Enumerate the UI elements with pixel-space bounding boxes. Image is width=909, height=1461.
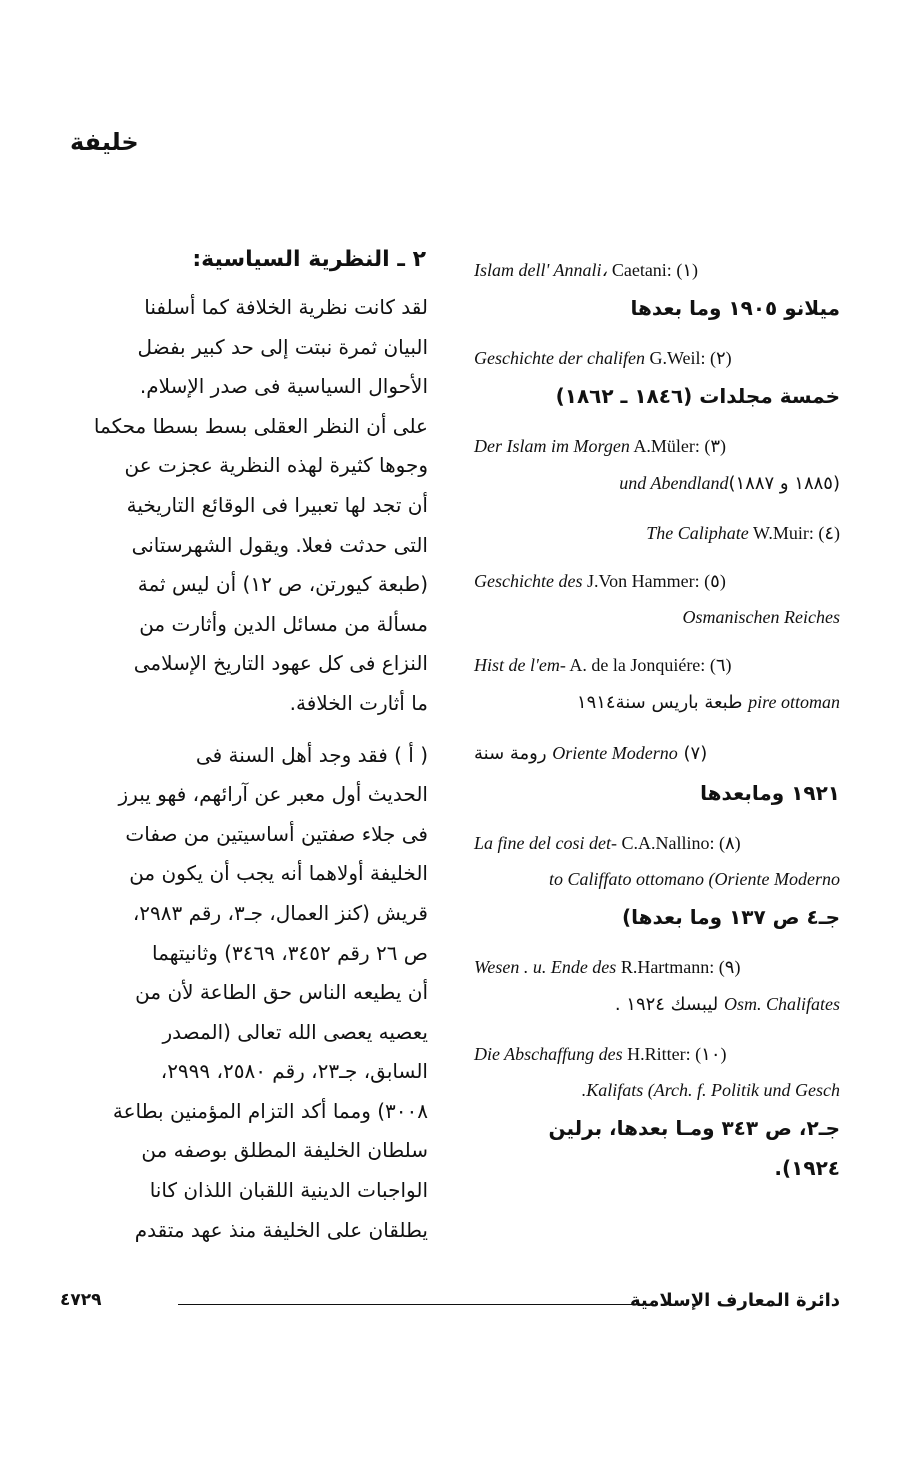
text-line: فى جلاء صفتين أساسيتين من صفات xyxy=(125,821,428,846)
publication-title: دائرة المعارف الإسلامية xyxy=(629,1290,840,1311)
footnote-arabic: رومة سنة xyxy=(474,743,547,764)
footnote-arabic: ليبسك ١٩٢٤ . xyxy=(614,994,719,1015)
footnote-arabic-end: ١٩٢٤). xyxy=(774,1156,840,1180)
footnote-author: J.Von Hammer: xyxy=(586,571,700,591)
footnote-number: (٨) xyxy=(718,833,741,853)
running-header: خليفة xyxy=(70,128,139,156)
footnote-number: (٤) xyxy=(818,523,840,543)
text-line: ( أ ) فقد وجد أهل السنة فى xyxy=(195,742,428,767)
footnote-author: H.Ritter: xyxy=(627,1044,691,1064)
footnote-10 xyxy=(474,1036,840,1188)
footnote-arabic: خمسة مجلدات (١٨٤٦ ـ ١٨٦٢) xyxy=(555,384,840,408)
footnote-arabic: ميلانو ١٩٠٥ وما بعدها xyxy=(630,296,840,320)
footnote-title-cont: Osm. Chalifates xyxy=(723,994,840,1014)
footnotes-column xyxy=(474,252,840,1200)
text-line: ٣٠٠٨) ومما أكد التزام المؤمنين بطاعة xyxy=(112,1098,428,1123)
footnote-title: Oriente Moderno xyxy=(552,743,678,763)
footnote-arabic: (١٨٨٥ و ١٨٨٧) xyxy=(728,473,840,494)
footnote-number: (١٠) xyxy=(695,1044,727,1064)
footnote-title: Die Abschaffung des xyxy=(474,1044,623,1064)
footnote-number: (٧) xyxy=(683,743,708,764)
footnote-4 xyxy=(474,515,840,551)
footnote-title: Islam dell' Annali، xyxy=(474,260,608,280)
footnote-title: La fine del cosi det- xyxy=(474,833,617,853)
text-line: مسألة من مسائل الدين وأثارت من xyxy=(139,611,428,636)
footnote-author: A.Müler: xyxy=(633,436,700,456)
footnote-1 xyxy=(474,252,840,328)
text-line: يطلقان على الخليفة منذ عهد متقدم xyxy=(134,1217,428,1242)
footnote-title: Der Islam im Morgen xyxy=(474,436,630,456)
text-line: ص ٢٦ رقم ٣٤٥٢، ٣٤٦٩) وثانيتهما xyxy=(151,940,428,965)
footnote-arabic: طبعة باريس سنة١٩١٤ xyxy=(576,692,743,713)
page-footer xyxy=(60,1290,840,1320)
text-line: السابق، جـ٢٣، رقم ٢٥٨٠، ٢٩٩٩، xyxy=(160,1059,428,1084)
footnote-author: R.Hartmann: xyxy=(620,957,715,977)
footnote-2 xyxy=(474,340,840,416)
text-line: لقد كانت نظرية الخلافة كما أسلفنا xyxy=(144,295,428,319)
footnote-title: Hist de l'em- xyxy=(474,655,566,675)
footnote-7 xyxy=(474,734,840,813)
footnote-author: C.A.Nallino: xyxy=(621,833,715,853)
footnote-number: (٣) xyxy=(704,436,726,456)
text-line: على أن النظر العقلى بسط بسطا محكما xyxy=(93,413,428,438)
footnote-5 xyxy=(474,563,840,635)
footnote-9 xyxy=(474,949,840,1024)
text-line: ما أثارت الخلافة. xyxy=(289,690,428,715)
footnote-author: Caetani: xyxy=(611,260,672,280)
footnote-title-cont: Osmanischen Reiches xyxy=(682,607,840,627)
footnote-number: (٥) xyxy=(704,571,726,591)
footnote-title-cont: to Califfato ottomano (Oriente Moderno xyxy=(549,869,840,889)
footer-rule xyxy=(178,1304,650,1305)
paragraph-1 xyxy=(60,288,428,724)
footnote-title-cont: und Abendland xyxy=(619,473,729,493)
page-number: ٤٧٢٩ xyxy=(60,1290,102,1310)
footnote-title: Wesen . u. Ende des xyxy=(474,957,617,977)
footnote-number: (٢) xyxy=(710,348,732,368)
text-line: (طبعة كيورتن، ص ١٢) أن ليس ثمة xyxy=(137,572,428,597)
footnote-title-cont: pire ottoman xyxy=(748,692,840,712)
text-line: التى حدثت فعلا. ويقول الشهرستانى xyxy=(131,532,428,557)
text-line: الخليفة أولاهما أنه يجب أن يكون من xyxy=(129,861,428,886)
footnote-number: (١) xyxy=(676,260,698,280)
text-line: الحديث أول معبر عن آرائهم، فهو يبرز xyxy=(118,782,428,807)
text-line: أن يطيعه الناس حق الطاعة لأن من xyxy=(135,980,428,1005)
footnote-arabic: جـ٤ ص ١٣٧ وما بعدها) xyxy=(621,905,840,929)
text-line: الأحوال السياسية فى صدر الإسلام. xyxy=(139,374,428,399)
article-column xyxy=(60,244,428,1250)
footnote-author: G.Weil: xyxy=(649,348,706,368)
text-line: الواجبات الدينية اللقبان اللذان كانا xyxy=(149,1178,428,1203)
text-line: وجوها كثيرة لهذه النظرية عجزت عن xyxy=(124,453,428,478)
footnote-8 xyxy=(474,825,840,937)
footnote-number: (٩) xyxy=(718,957,741,977)
paragraph-2 xyxy=(60,736,428,1251)
footnote-author: A. de la Jonquiére: xyxy=(569,655,706,675)
text-line: البيان ثمرة نبتت إلى حد كبير بفضل xyxy=(137,334,428,359)
text-line: أن تجد لها تعبيرا فى الوقائع التاريخية xyxy=(126,492,428,517)
footnote-title: The Caliphate xyxy=(646,523,749,543)
footnote-arabic: جـ٢، ص ٣٤٣ ومـا بعدها، برلين xyxy=(548,1116,840,1140)
footnote-6 xyxy=(474,647,840,722)
text-line: يعصيه يعصى الله تعالى (المصدر xyxy=(162,1019,428,1044)
text-line: قريش (كنز العمال، جـ٣، رقم ٢٩٨٣، xyxy=(132,900,428,925)
footnote-title: Geschichte der chalifen xyxy=(474,348,645,368)
text-line: سلطان الخليفة المطلق بوصفه من xyxy=(141,1138,428,1163)
section-title: ٢ ـ النظرية السياسية: xyxy=(192,247,426,272)
footnote-number: (٦) xyxy=(709,655,732,675)
footnote-author: W.Muir: xyxy=(752,523,814,543)
footnote-title-cont: Kalifats (Arch. f. Politik und Gesch. xyxy=(581,1080,840,1100)
text-line: النزاع فى كل عهود التاريخ الإسلامى xyxy=(133,651,428,676)
footnote-3 xyxy=(474,428,840,503)
footnote-title: Geschichte des xyxy=(474,571,583,591)
footnote-arabic: ١٩٢١ ومابعدها xyxy=(700,781,840,805)
